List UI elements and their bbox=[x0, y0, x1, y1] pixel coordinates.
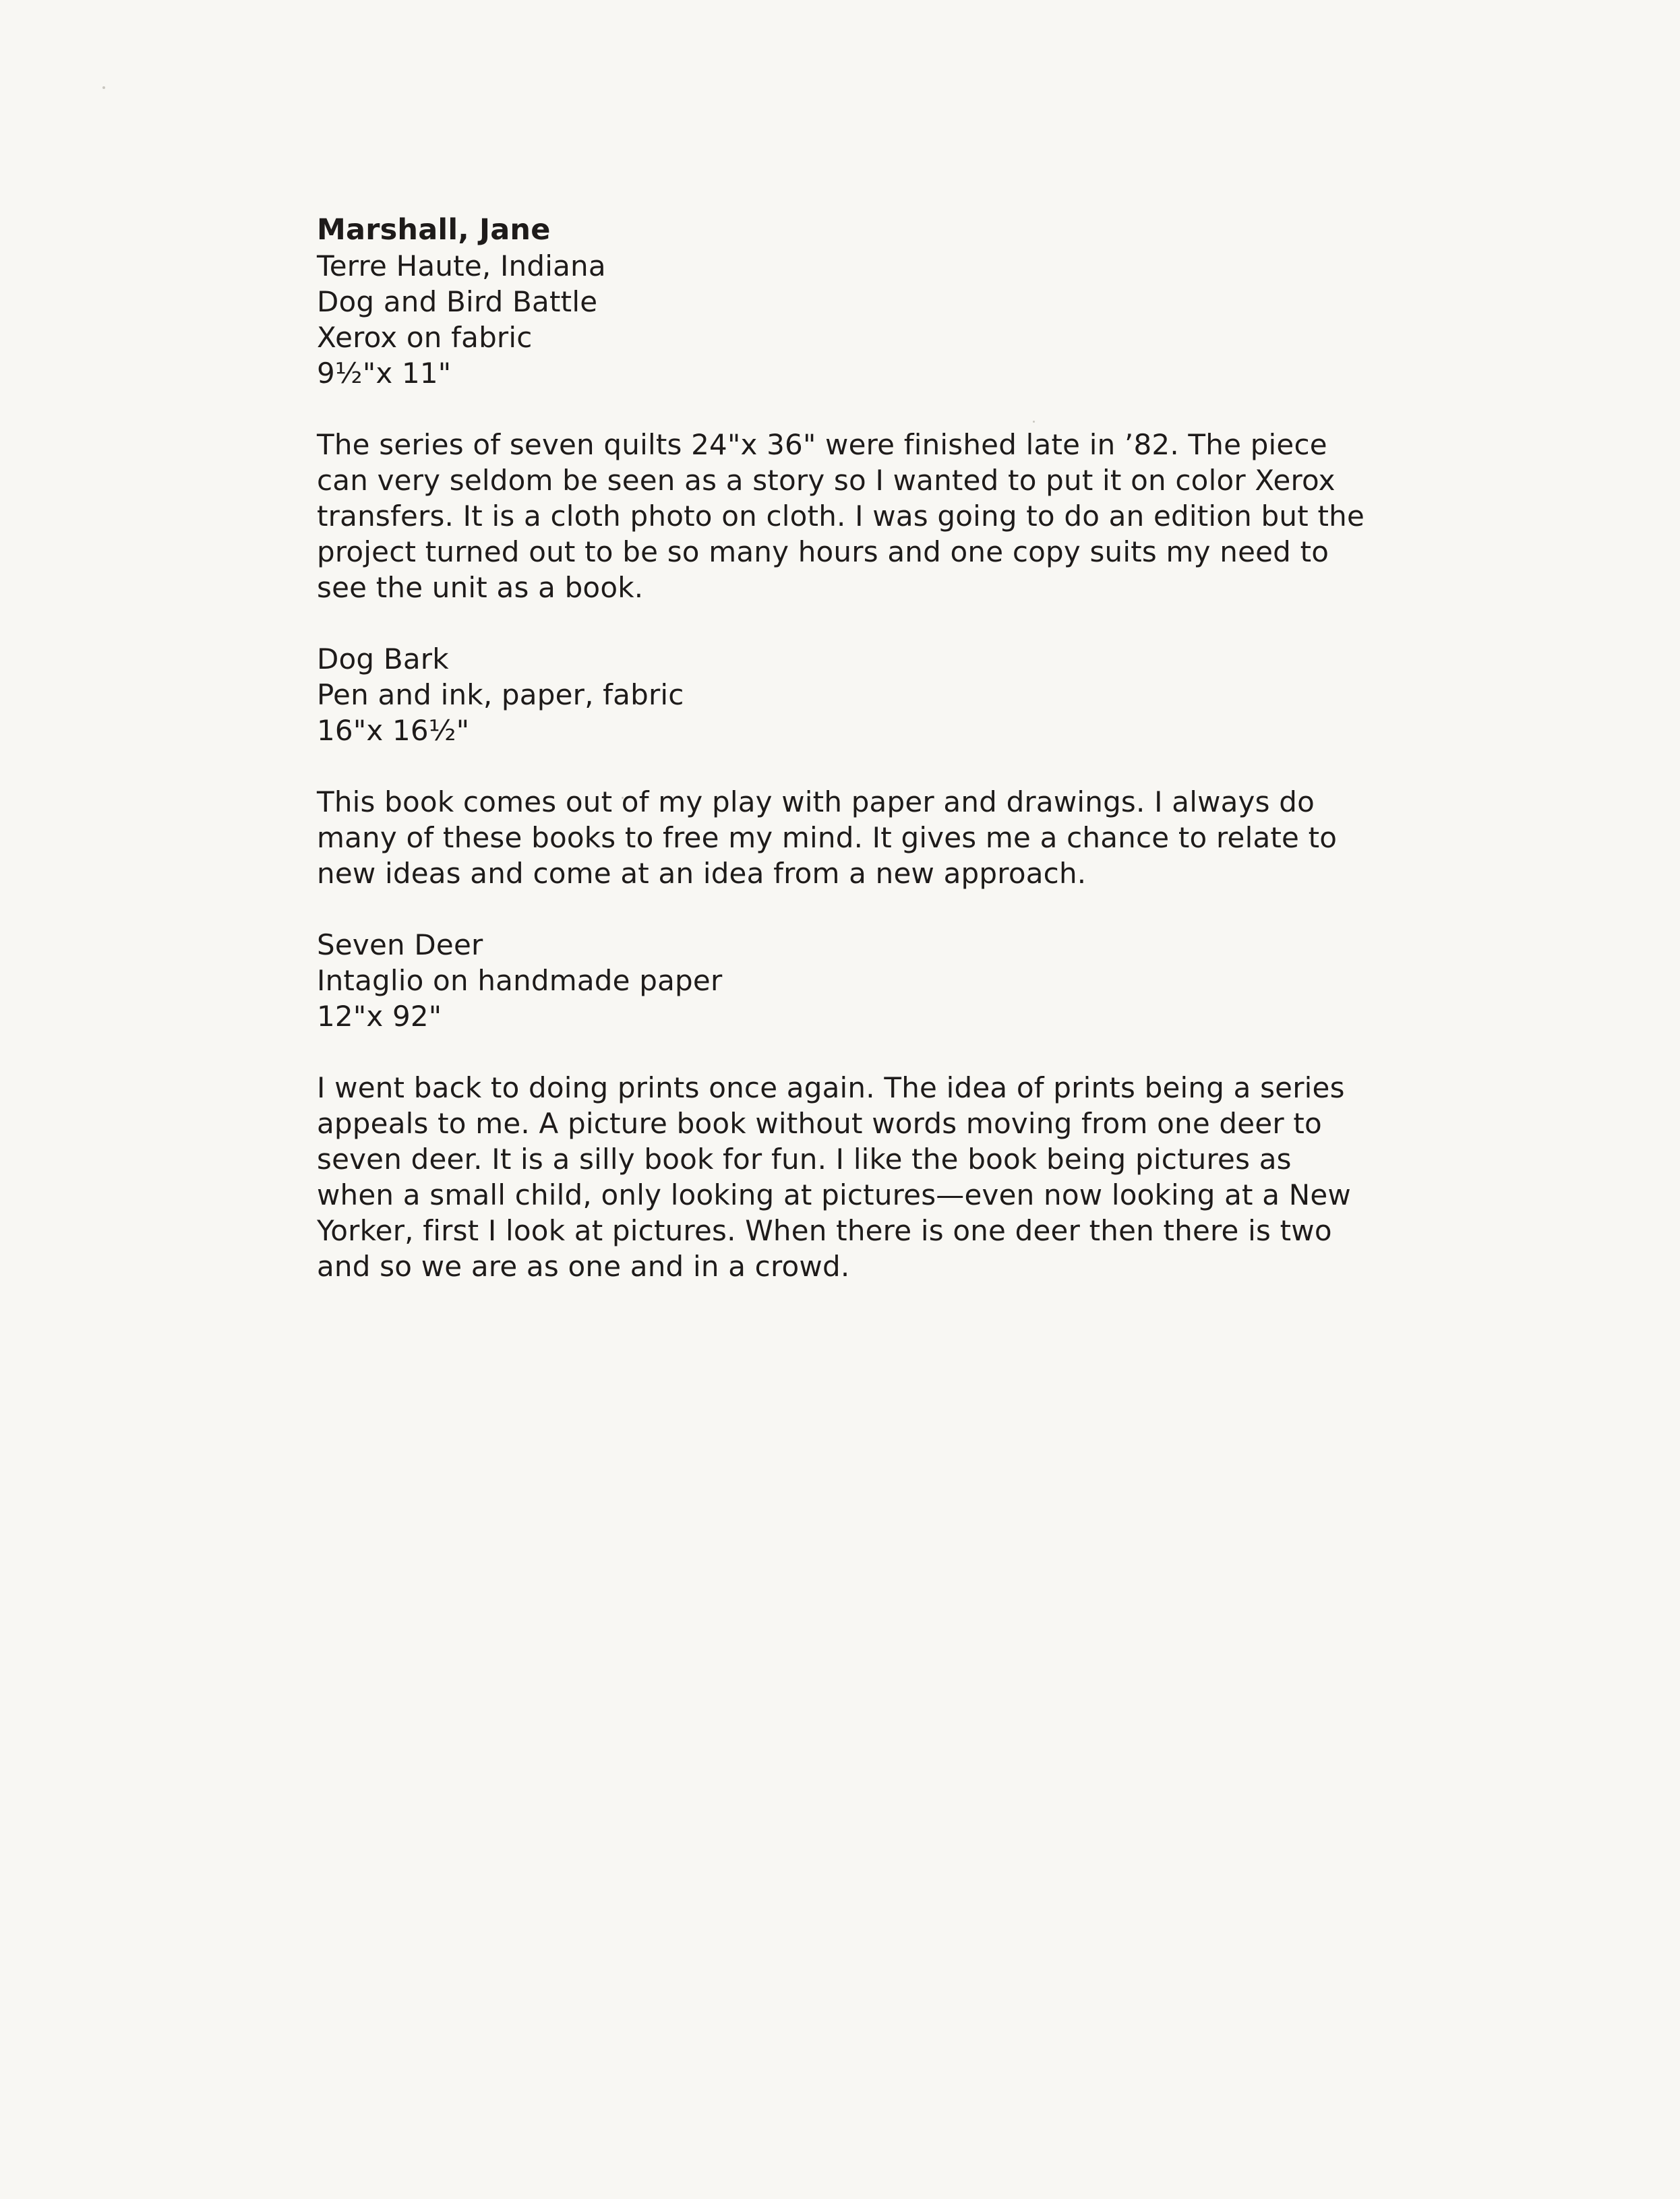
statement-line: The series of seven quilts 24"x 36" were finished late in ’82. The piece bbox=[317, 428, 1327, 461]
work-medium: Intaglio on handmade paper bbox=[317, 964, 723, 997]
work-statement bbox=[317, 1070, 1369, 1284]
artist-name: Marshall, Jane bbox=[317, 213, 551, 247]
statement-line: see the unit as a book. bbox=[317, 571, 644, 604]
statement-line: and so we are as one and in a crowd. bbox=[317, 1250, 850, 1283]
statement-line: I went back to doing prints once again. The idea of prints being a series bbox=[317, 1071, 1345, 1104]
statement-line: when a small child, only looking at pictures—even now looking at a New bbox=[317, 1178, 1351, 1211]
statement-line: many of these books to free my mind. It gives me a chance to relate to bbox=[317, 821, 1338, 854]
statement-line: new ideas and come at an idea from a new approach. bbox=[317, 857, 1087, 890]
work-dimensions: 16"x 16½" bbox=[317, 714, 470, 747]
spacer bbox=[317, 605, 1369, 641]
spacer bbox=[317, 748, 1369, 784]
work-entry bbox=[317, 284, 1369, 605]
statement-line: appeals to me. A picture book without words moving from one deer to bbox=[317, 1107, 1322, 1140]
artist-header bbox=[317, 212, 1369, 284]
statement-line: Yorker, first I look at pictures. When there is one deer then there is two bbox=[317, 1214, 1332, 1247]
work-statement bbox=[317, 784, 1369, 891]
statement-line: seven deer. It is a silly book for fun. I like the book being pictures as bbox=[317, 1143, 1292, 1176]
work-statement bbox=[317, 427, 1369, 605]
artist-entry bbox=[317, 212, 1369, 1284]
statement-line: transfers. It is a cloth photo on cloth. I was going to do an edition but the bbox=[317, 500, 1364, 533]
work-entry bbox=[317, 927, 1369, 1284]
work-dimensions: 9½"x 11" bbox=[317, 357, 452, 390]
work-medium: Pen and ink, paper, fabric bbox=[317, 678, 684, 711]
spacer bbox=[317, 1034, 1369, 1070]
statement-line: project turned out to be so many hours and one copy suits my need to bbox=[317, 535, 1329, 568]
work-title: Dog and Bird Battle bbox=[317, 285, 598, 318]
statement-line: can very seldom be seen as a story so I wanted to put it on color Xerox bbox=[317, 464, 1336, 497]
work-title: Dog Bark bbox=[317, 642, 449, 675]
work-dimensions: 12"x 92" bbox=[317, 1000, 442, 1033]
work-entry bbox=[317, 641, 1369, 891]
work-medium: Xerox on fabric bbox=[317, 321, 533, 354]
spacer bbox=[317, 891, 1369, 927]
work-title: Seven Deer bbox=[317, 928, 483, 961]
paper-speck bbox=[102, 86, 105, 89]
statement-line: This book comes out of my play with paper and drawings. I always do bbox=[317, 785, 1315, 818]
artist-location: Terre Haute, Indiana bbox=[317, 249, 606, 282]
spacer bbox=[317, 391, 1369, 427]
